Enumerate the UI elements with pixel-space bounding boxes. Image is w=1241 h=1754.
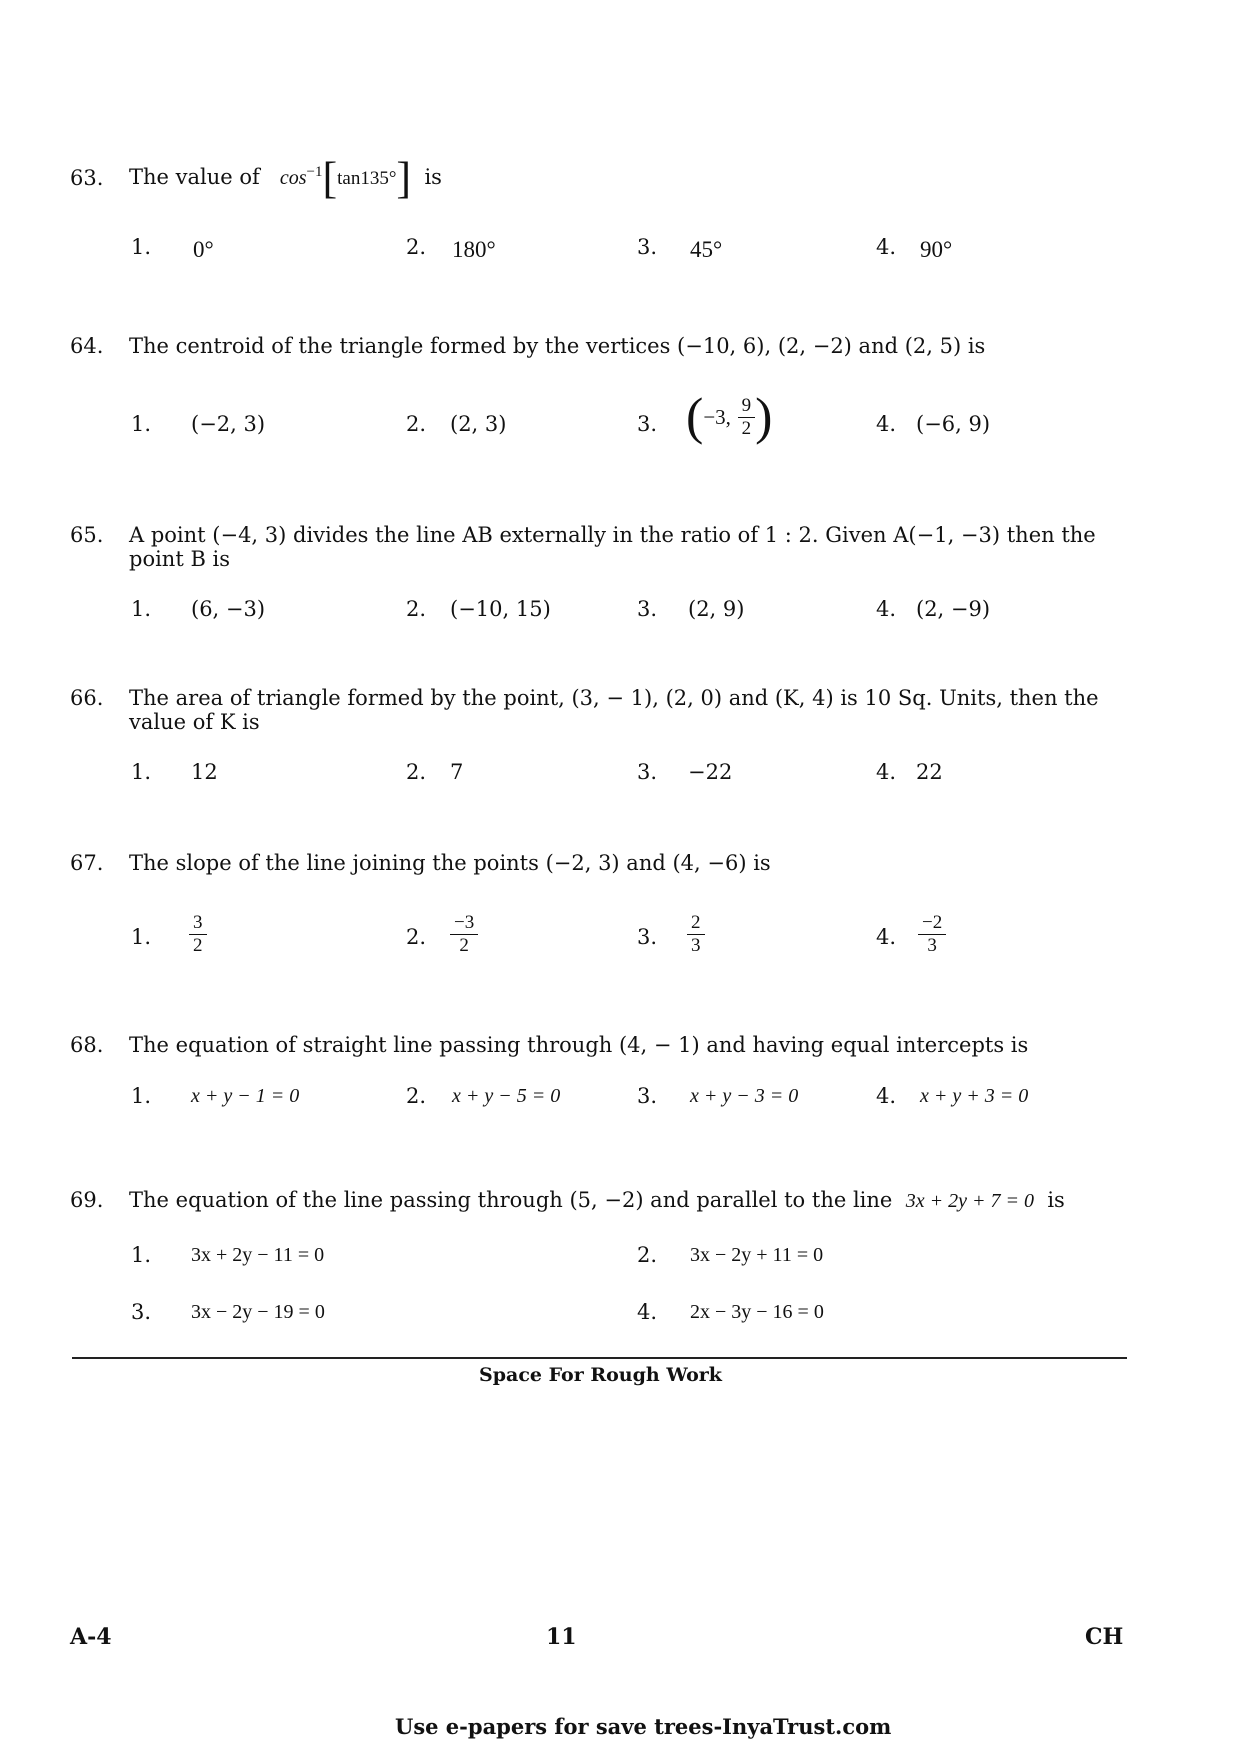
math-func: cos (279, 167, 307, 189)
question-number: 63. (70, 166, 104, 190)
paren-close: ) (755, 388, 773, 446)
question-text-before: The value of (129, 165, 260, 189)
fraction (738, 396, 756, 439)
divider (72, 1357, 1127, 1359)
option-value: 0° (193, 237, 214, 262)
fraction-denominator: 2 (741, 418, 752, 439)
option-number: 2. (406, 597, 427, 621)
question-number: 65. (70, 523, 104, 547)
option-number: 4. (637, 1300, 658, 1324)
option-number: 1. (131, 760, 152, 784)
fraction (918, 913, 946, 956)
option-number: 1. (131, 235, 152, 259)
question-text-after: is (1047, 1188, 1065, 1212)
option-value: (−6, 9) (916, 412, 991, 436)
option-value: (2, 3) (450, 412, 507, 436)
option-number: 2. (406, 235, 427, 259)
fraction (687, 913, 705, 956)
option-number: 2. (637, 1243, 658, 1267)
question-text-after: is (424, 165, 442, 189)
page-number: 11 (546, 1624, 577, 1650)
option-value (687, 913, 705, 956)
paren-open: ( (686, 388, 704, 446)
fraction-denominator: 2 (193, 935, 203, 956)
math-sup: −1 (306, 164, 323, 180)
option-number: 4. (876, 925, 897, 949)
question-number: 64. (70, 334, 104, 358)
rough-work-label: Space For Rough Work (479, 1364, 722, 1386)
option-number: 4. (876, 1084, 897, 1108)
option-number: 1. (131, 1084, 152, 1108)
fraction-denominator: 3 (691, 935, 701, 956)
option-prefix: −3, (703, 405, 731, 429)
fraction-numerator: 3 (189, 913, 207, 935)
option-number: 1. (131, 925, 152, 949)
option-value: (−10, 15) (450, 597, 551, 621)
question-text: The centroid of the triangle formed by the vertices (−10, 6), (2, −2) and (2, 5) is (129, 334, 986, 358)
option-equation: 3x + 2y − 11 = 0 (191, 1244, 325, 1266)
fraction (189, 913, 207, 956)
question-number: 67. (70, 851, 104, 875)
option-number: 2. (406, 412, 427, 436)
option-value (189, 913, 207, 956)
fraction (450, 913, 478, 956)
fraction-denominator: 3 (927, 935, 937, 956)
question-equation: 3x + 2y + 7 = 0 (905, 1190, 1034, 1212)
bracket-close: ] (396, 153, 412, 203)
option-number: 3. (637, 1084, 658, 1108)
option-equation: 2x − 3y − 16 = 0 (690, 1301, 824, 1323)
math-arg: tan135° (337, 168, 397, 189)
question-text: A point (−4, 3) divides the line AB externally in the ratio of 1 : 2. Given A(−1, −3) then the point B is (129, 523, 1096, 571)
option-value: 22 (916, 760, 943, 784)
option-number: 4. (876, 235, 897, 259)
question-text (129, 1188, 1065, 1213)
option-value: 7 (450, 760, 464, 784)
bottom-note: Use e-papers for save trees-InyaTrust.com (395, 1714, 892, 1739)
option-number: 3. (131, 1300, 152, 1324)
option-number: 2. (406, 760, 427, 784)
option-equation: 3x − 2y − 19 = 0 (191, 1301, 325, 1323)
question-number: 66. (70, 686, 104, 710)
question-text-body: The equation of the line passing through (5, −2) and parallel to the line (129, 1188, 893, 1212)
question-number: 68. (70, 1033, 104, 1057)
option-number: 3. (637, 235, 658, 259)
option-number: 3. (637, 412, 658, 436)
option-value: 12 (191, 760, 218, 784)
footer-left: A-4 (70, 1624, 112, 1650)
option-value: 180° (452, 237, 496, 262)
option-value (918, 913, 946, 956)
option-value: (2, −9) (916, 597, 991, 621)
question-text: The slope of the line joining the points (−2, 3) and (4, −6) is (129, 851, 771, 875)
option-number: 1. (131, 1243, 152, 1267)
option-number: 4. (876, 412, 897, 436)
option-value: (−2, 3) (191, 412, 266, 436)
fraction-numerator: 2 (687, 913, 705, 935)
option-equation: x + y − 3 = 0 (690, 1085, 799, 1107)
option-number: 4. (876, 597, 897, 621)
option-value: (2, 9) (688, 597, 745, 621)
option-value: −22 (688, 760, 733, 784)
fraction-numerator: 9 (738, 396, 756, 418)
option-equation: x + y − 1 = 0 (191, 1085, 300, 1107)
fraction-numerator: −3 (450, 913, 478, 935)
option-number: 3. (637, 760, 658, 784)
option-value: 90° (920, 237, 953, 262)
option-number: 2. (406, 925, 427, 949)
option-equation: 3x − 2y + 11 = 0 (690, 1244, 824, 1266)
bracket-open: [ (322, 153, 338, 203)
option-number: 3. (637, 925, 658, 949)
option-equation: x + y − 5 = 0 (452, 1085, 561, 1107)
option-value: 45° (690, 237, 723, 262)
question-text: The equation of straight line passing through (4, − 1) and having equal intercepts is (129, 1033, 1029, 1057)
option-number: 3. (637, 597, 658, 621)
question-number: 69. (70, 1188, 104, 1212)
option-number: 1. (131, 412, 152, 436)
option-number: 1. (131, 597, 152, 621)
option-equation: x + y + 3 = 0 (920, 1085, 1029, 1107)
footer-right: CH (1085, 1624, 1124, 1650)
option-value (686, 388, 773, 446)
question-text (129, 152, 442, 203)
option-number: 2. (406, 1084, 427, 1108)
option-value: (6, −3) (191, 597, 266, 621)
option-value (450, 913, 478, 956)
option-number: 4. (876, 760, 897, 784)
fraction-denominator: 2 (459, 935, 469, 956)
fraction-numerator: −2 (918, 913, 946, 935)
question-text: The area of triangle formed by the point, (3, − 1), (2, 0) and (K, 4) is 10 Sq. Units, then the value of K is (129, 686, 1099, 734)
